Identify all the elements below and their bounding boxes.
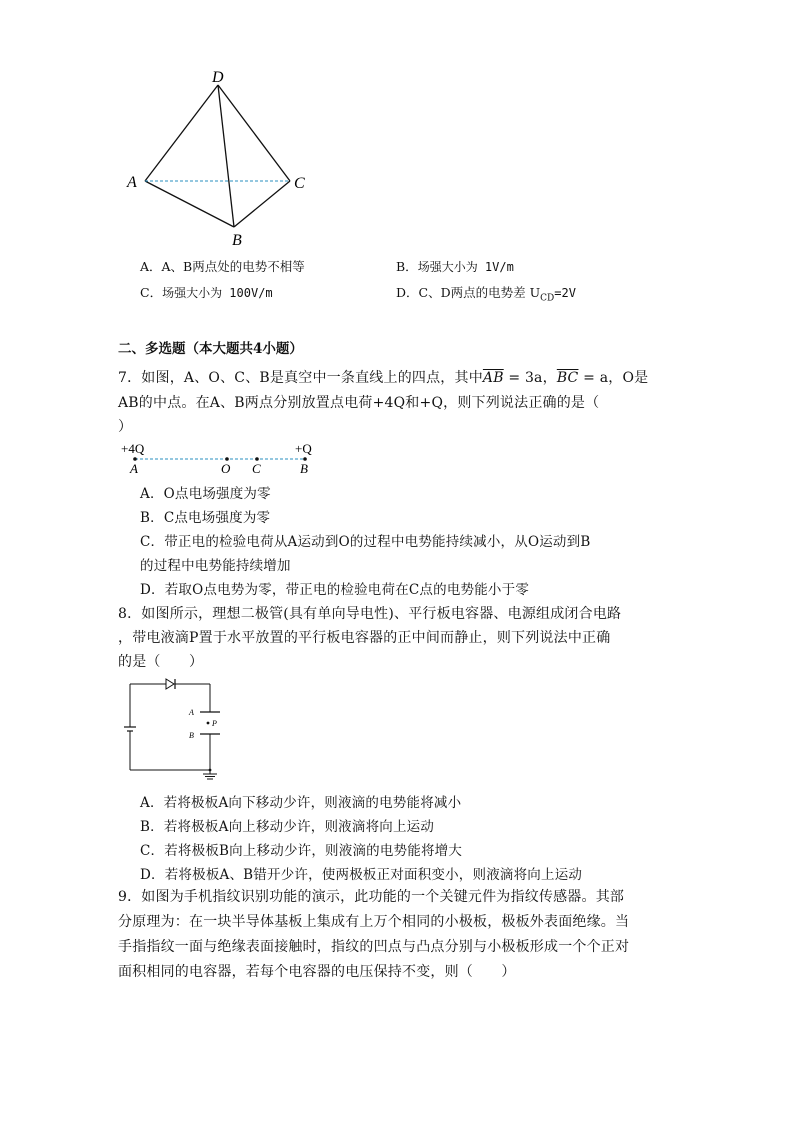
section-heading: 二、多选题（本大题共4小题） — [118, 341, 303, 357]
q7-segment-bc: $\overline{BC}$ — [556, 370, 579, 386]
q7-line1 — [118, 367, 648, 387]
q7-option-a: A．O点电场强度为零 — [140, 486, 271, 502]
tetrahedron-figure — [120, 60, 320, 250]
point-b-label: B — [300, 461, 308, 476]
option-text: C、D两点的电势差 U — [418, 285, 541, 300]
edge-cb — [234, 181, 290, 227]
q9-line1: 9．如图为手机指纹识别功能的演示，此功能的一个关键元件为指纹传感器。其部 — [118, 889, 625, 905]
option-text: A、B两点处的电势不相等 — [161, 259, 305, 274]
q9-line4: 面积相同的电容器，若每个电容器的电压保持不变，则（ ） — [118, 964, 516, 980]
option-key: C． — [140, 285, 163, 300]
label-c: C — [294, 175, 305, 192]
q6-option-c — [140, 283, 273, 301]
q7-text: 7．如图，A、O、C、B是真空中一条直线上的四点，其中 — [118, 370, 483, 386]
drop-label: P — [212, 719, 217, 728]
point-a-label: A — [130, 461, 138, 476]
option-key: D． — [396, 285, 419, 300]
q8-circuit-figure — [120, 672, 230, 782]
q6-option-a — [140, 257, 305, 275]
charge-right-label: +Q — [295, 441, 312, 456]
q6-option-d — [396, 283, 576, 304]
q8-line2: ，带电液滴P置于水平放置的平行板电容器的正中间而静止，则下列说法中正确 — [118, 630, 611, 646]
option-tail: =2V — [554, 286, 576, 300]
q8-option-d: D．若将极板A、B错开少许，使两极板正对面积变小，则液滴将向上运动 — [140, 867, 583, 883]
q7-charges-figure — [115, 437, 320, 477]
q7-line2: AB的中点。在A、B两点分别放置点电荷+4Q和+Q，则下列说法正确的是（ — [118, 395, 600, 411]
plate-b-label: B — [189, 731, 194, 740]
edge-da — [145, 85, 218, 181]
q7-line3: ） — [118, 419, 133, 435]
q7-eq2: = a，O是 — [578, 370, 649, 386]
label-b: B — [232, 232, 242, 249]
option-subscript: CD — [540, 293, 555, 304]
edge-db — [218, 85, 234, 227]
option-key: A． — [140, 259, 162, 274]
q9-line2: 分原理为：在一块半导体基板上集成有上万个相同的小极板，极板外表面绝缘。当 — [118, 914, 630, 930]
q9-line3: 手指指纹一面与绝缘表面接触时，指纹的凹点与凸点分别与小极板形成一个个正对 — [118, 939, 630, 955]
diode-icon — [166, 679, 174, 689]
q8-line3: 的是（ ） — [118, 654, 204, 670]
q6-option-b — [396, 257, 514, 275]
q8-line1: 8．如图所示，理想二极管(具有单向导电性)、平行板电容器、电源组成闭合电路 — [118, 606, 622, 622]
q7-option-d: D．若取O点电势为零，带正电的检验电荷在C点的电势能小于零 — [140, 582, 530, 598]
q8-option-c: C．若将极板B向上移动少许，则液滴的电势能将增大 — [140, 843, 463, 859]
q7-segment-ab: $\overline{AB}$ — [482, 370, 504, 386]
q7-option-c-cont: 的过程中电势能持续增加 — [140, 558, 291, 574]
point-c-label: C — [252, 461, 261, 476]
point-o-label: O — [221, 461, 231, 476]
edge-dc — [218, 85, 290, 181]
option-text: 场强大小为 100V/m — [162, 286, 273, 300]
charge-left-label: +4Q — [121, 441, 145, 456]
option-text: 场强大小为 1V/m — [417, 260, 514, 274]
plate-a-label: A — [189, 708, 194, 717]
edge-ab — [145, 181, 234, 227]
q8-option-b: B．若将极板A向上移动少许，则液滴将向上运动 — [140, 819, 435, 835]
q8-option-a: A．若将极板A向下移动少许，则液滴的电势能将减小 — [140, 795, 462, 811]
drop-dot — [207, 722, 210, 725]
q7-eq1: = 3a， — [503, 370, 557, 386]
label-a: A — [127, 174, 137, 191]
option-key: B． — [396, 259, 418, 274]
label-d: D — [212, 69, 224, 86]
q7-option-c: C．带正电的检验电荷从A运动到O的过程中电势能持续减小，从O运动到B — [140, 534, 591, 550]
q7-option-b: B．C点电场强度为零 — [140, 510, 271, 526]
